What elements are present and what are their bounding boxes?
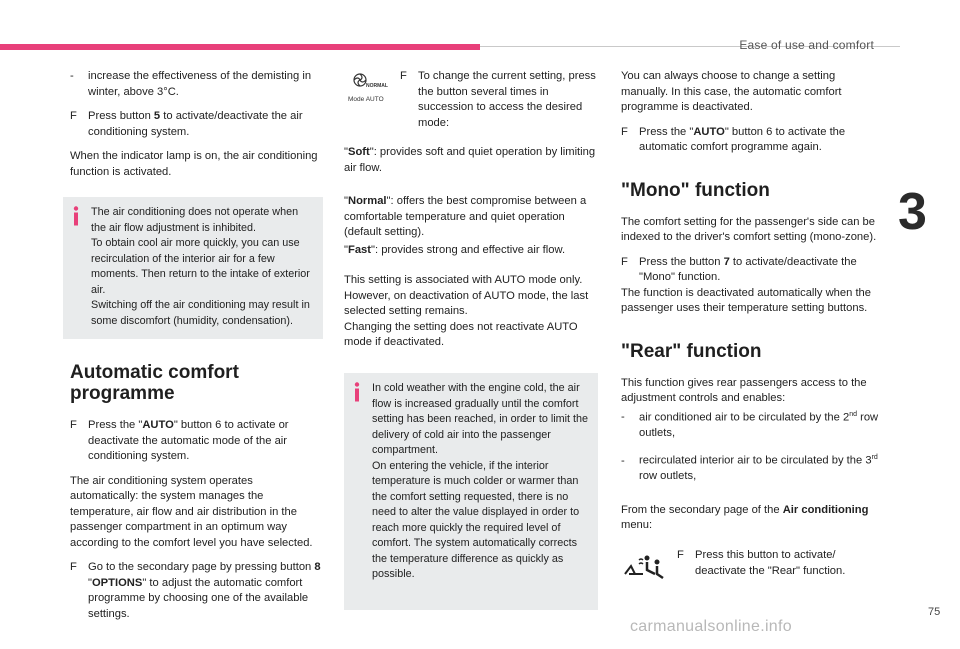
bullet-icon: F xyxy=(400,70,407,82)
paragraph: The comfort setting for the passenger's side can be indexed to the driver's comfort setting (mono-zone). xyxy=(621,215,877,243)
info-line: On entering the vehicle, if the interior temperature is much colder or warmer than the comfort setting requested, there is no need to alter the value displayed in order to reach more quickly the required level of comfort. The system automatically corrects the temperature difference as quickly as possible. xyxy=(372,459,580,580)
column-1 xyxy=(70,69,324,189)
paragraph-line: This setting is associated with AUTO mode only. However, on deactivation of AUTO mode, the last selected setting remains. xyxy=(344,274,589,317)
bullet-icon: F xyxy=(677,549,684,561)
heading-automatic-comfort: Automatic comfort programme xyxy=(70,362,239,404)
paragraph-fast: "Fast": provides strong and effective air flow. xyxy=(344,243,566,256)
section-title: Ease of use and comfort xyxy=(739,38,874,52)
paragraph: This function gives rear passengers access to the adjustment controls and enables: xyxy=(621,376,867,404)
mode-icon-label-bottom: Mode AUTO xyxy=(348,96,384,103)
info-box-cold-weather xyxy=(344,373,598,610)
dash-item: - recirculated interior air to be circulated by the 3rd row outlets, xyxy=(621,454,878,483)
info-line: Switching off the air conditioning may result in some discomfort (humidity, condensation). xyxy=(91,299,310,327)
rear-bullet-block xyxy=(677,548,877,588)
bullet-item: F Press button 5 to activate/deactivate the air conditioning system. xyxy=(70,110,303,138)
info-icon xyxy=(353,382,361,402)
info-line: The air conditioning does not operate when the air flow adjustment is inhibited. xyxy=(91,206,299,234)
bullet-icon: F xyxy=(621,125,628,138)
paragraph: You can always choose to change a setting manually. In this case, the automatic comfort programme is deactivated. xyxy=(621,70,842,113)
info-icon xyxy=(72,206,80,226)
top-accent-bar xyxy=(0,44,480,50)
paragraph-normal: "Normal": offers the best compromise between a comfortable temperature and quiet operation (default setting). xyxy=(344,195,587,238)
paragraph: The air conditioning system operates automatically: the system manages the temperature, air flow and air distribution in the passenger compartment in an optimum way according to the comfort level you have selected. xyxy=(70,474,313,549)
bullet-item: F Press the "AUTO" button 6 to activate or deactivate the automatic mode of the air conditioning system. xyxy=(70,419,289,462)
chapter-number: 3 xyxy=(898,183,927,241)
paragraph: The function is deactivated automatically when the passenger uses their temperature setting buttons. xyxy=(621,286,871,314)
info-line: In cold weather with the engine cold, the air flow is increased gradually until the comfort setting has been reached, in order to limit the delivery of cold air into the passenger compartment. xyxy=(372,382,589,456)
paragraph-line: Changing the setting does not reactivate AUTO mode if deactivated. xyxy=(344,320,578,348)
mode-icon-label-top: NORMAL xyxy=(366,83,388,89)
dash-item: - air conditioned air to be circulated by the 2nd row outlets, xyxy=(621,410,879,439)
dash-item: - increase the effectiveness of the demisting in winter, above 3°C. xyxy=(70,70,312,98)
paragraph: When the indicator lamp is on, the air conditioning function is activated. xyxy=(70,150,318,178)
rear-seat-air-icon xyxy=(621,552,665,582)
bullet-item: F Press the "AUTO" button 6 to activate the automatic comfort programme again. xyxy=(621,125,846,153)
bullet-item: F To change the current setting, press the button several times in succession to access the desired mode: xyxy=(400,70,596,129)
bullet-icon: F xyxy=(70,419,77,431)
heading-mono-function: "Mono" function xyxy=(621,179,770,201)
heading-rear-function: "Rear" function xyxy=(621,340,762,362)
info-line: To obtain cool air more quickly, you can use recirculation of the interior air for a few moments. Then return to the intake of exterior air. xyxy=(91,237,310,296)
bullet-icon: F xyxy=(621,255,628,268)
column-2 xyxy=(344,69,600,360)
paragraph xyxy=(344,273,600,351)
bullet-item: F Press the button 7 to activate/deactivate the "Mono" function. xyxy=(621,255,857,283)
column-1-lower xyxy=(70,362,324,631)
paragraph-soft: "Soft": provides soft and quiet operation by limiting air flow. xyxy=(344,146,596,174)
bullet-icon: F xyxy=(70,110,77,122)
bullet-item: F Go to the secondary page by pressing button 8 "OPTIONS" to adjust the automatic comfort programme by choosing one of the available settings. xyxy=(70,561,321,620)
info-box-air-conditioning xyxy=(63,197,323,339)
bullet-item: F Press this button to activate/ deactivate the "Rear" function. xyxy=(677,549,846,577)
bullet-icon: F xyxy=(70,561,77,573)
watermark: carmanualsonline.info xyxy=(630,618,792,635)
page-number: 75 xyxy=(928,606,941,618)
paragraph: From the secondary page of the Air conditioning menu: xyxy=(621,503,869,532)
column-3 xyxy=(621,69,879,543)
